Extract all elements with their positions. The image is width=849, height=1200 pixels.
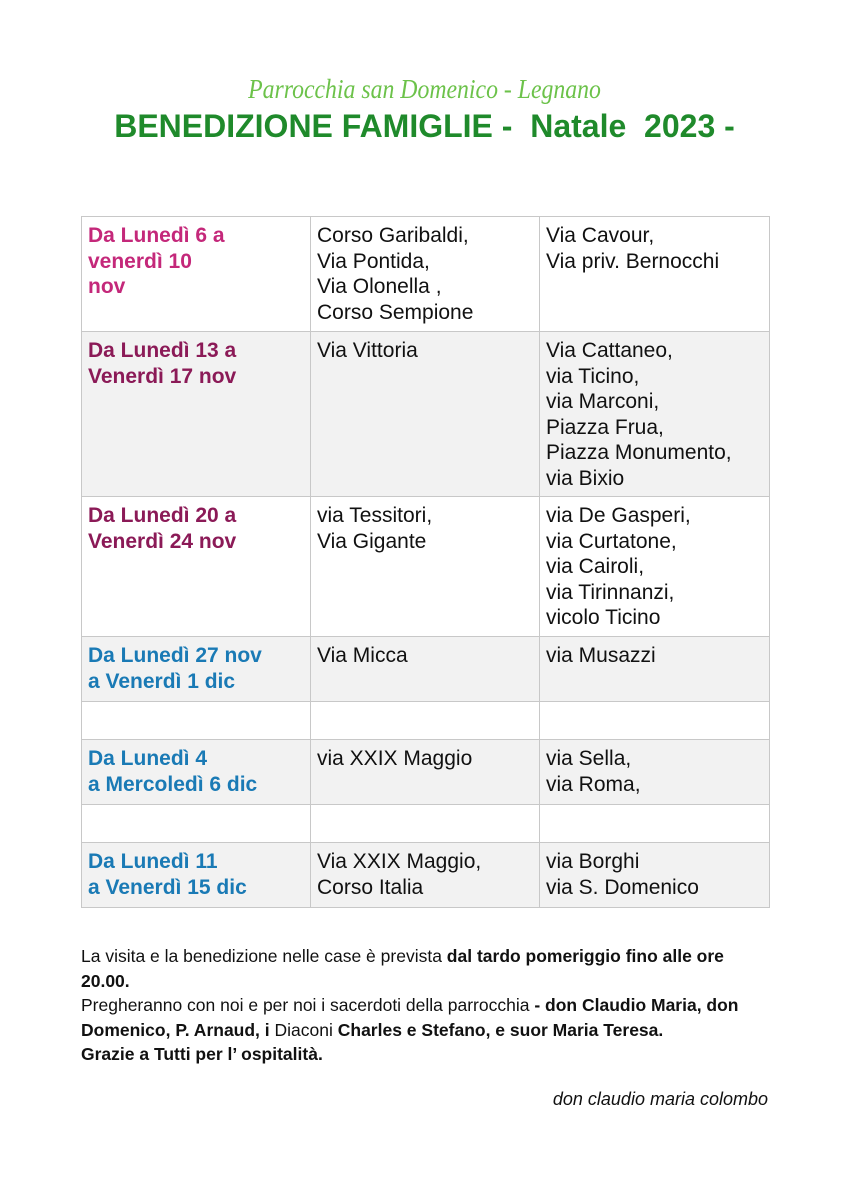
table-row xyxy=(82,637,770,702)
schedule-body xyxy=(82,217,770,908)
period-cell: Da Lunedì 13 a Venerdì 17 nov xyxy=(82,332,311,497)
empty-cell xyxy=(311,702,540,740)
period-cell: Da Lunedì 20 a Venerdì 24 nov xyxy=(82,497,311,637)
streets-cell: Via Vittoria xyxy=(311,332,540,497)
empty-cell xyxy=(540,805,770,843)
empty-cell xyxy=(82,805,311,843)
table-row xyxy=(82,740,770,805)
notes-block xyxy=(81,944,771,1067)
streets-cell: Via XXIX Maggio, Corso Italia xyxy=(311,843,540,908)
schedule-table xyxy=(81,216,770,908)
empty-cell xyxy=(82,702,311,740)
streets-cell: via XXIX Maggio xyxy=(311,740,540,805)
streets-cell: Corso Garibaldi, Via Pontida, Via Olonella , Corso Sempione xyxy=(311,217,540,332)
notes-text: La visita e la benedizione nelle case è prevista xyxy=(81,946,447,966)
streets-cell: via De Gasperi, via Curtatone, via Cairoli, via Tirinnanzi, vicolo Ticino xyxy=(540,497,770,637)
streets-cell: via Borghi via S. Domenico xyxy=(540,843,770,908)
page-title: BENEDIZIONE FAMIGLIE - Natale 2023 - xyxy=(114,108,735,144)
notes-paragraph-thanks xyxy=(81,1042,771,1067)
notes-paragraph-visit xyxy=(81,944,771,993)
signature: don claudio maria colombo xyxy=(552,1089,768,1109)
streets-cell: via Sella, via Roma, xyxy=(540,740,770,805)
streets-cell: Via Cattaneo, via Ticino, via Marconi, Piazza Frua, Piazza Monumento, via Bixio xyxy=(540,332,770,497)
period-cell: Da Lunedì 6 a venerdì 10 nov xyxy=(82,217,311,332)
table-row xyxy=(82,843,770,908)
notes-bold: - don Claudio Maria, don Domenico, P. Arnaud, i xyxy=(81,995,739,1040)
empty-cell xyxy=(540,702,770,740)
notes-paragraph-clergy xyxy=(81,993,771,1042)
streets-cell: via Tessitori, Via Gigante xyxy=(311,497,540,637)
table-row xyxy=(82,332,770,497)
period-cell: Da Lunedì 27 nov a Venerdì 1 dic xyxy=(82,637,311,702)
streets-cell: Via Cavour, Via priv. Bernocchi xyxy=(540,217,770,332)
empty-cell xyxy=(311,805,540,843)
period-cell: Da Lunedì 4 a Mercoledì 6 dic xyxy=(82,740,311,805)
notes-bold: Grazie a Tutti per l’ ospitalità. xyxy=(81,1044,323,1064)
table-row xyxy=(82,497,770,637)
table-row-empty xyxy=(82,702,770,740)
streets-cell: Via Micca xyxy=(311,637,540,702)
notes-bold: Charles e Stefano, e suor Maria Teresa. xyxy=(337,1019,664,1040)
notes-bold: dal tardo pomeriggio fino alle ore 20.00. xyxy=(81,946,724,991)
period-cell: Da Lunedì 11 a Venerdì 15 dic xyxy=(82,843,311,908)
parish-subtitle: Parrocchia san Domenico - Legnano xyxy=(248,74,601,104)
streets-cell: via Musazzi xyxy=(540,637,770,702)
table-row xyxy=(82,217,770,332)
notes-text: Pregheranno con noi e per noi i sacerdoti della parrocchia xyxy=(81,995,535,1015)
notes-text: Diaconi xyxy=(274,1019,338,1040)
table-row-empty xyxy=(82,805,770,843)
